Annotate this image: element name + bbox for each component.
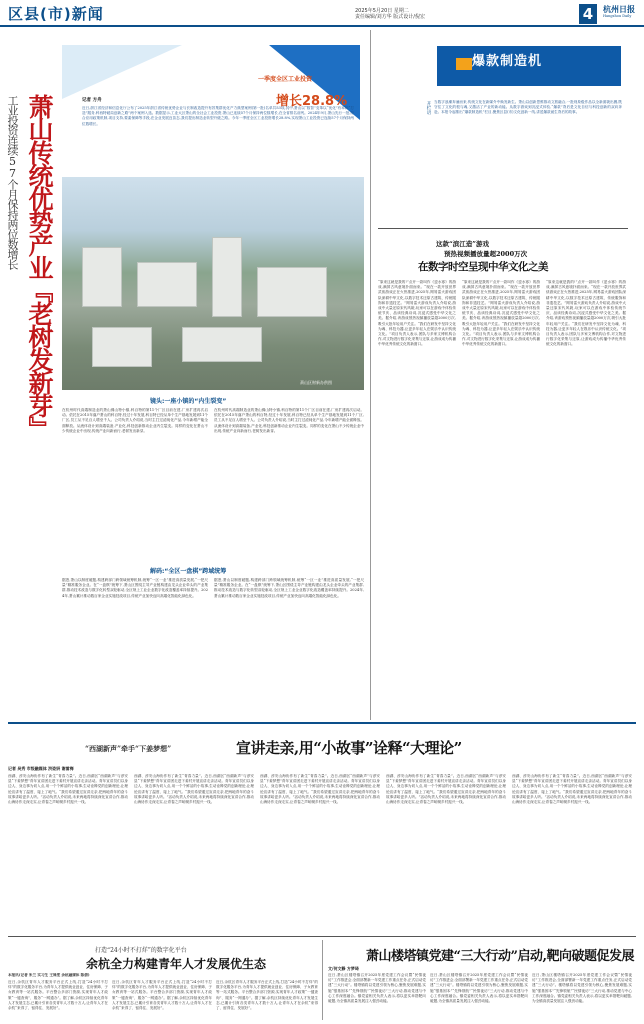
bl-kicker: 打造“24小时不打烊”的数字化平台 — [95, 947, 187, 954]
banner-accent — [456, 58, 472, 70]
rt-kicker-2: 预热视频播放量超2000万次 — [444, 250, 528, 258]
middle-byline: 记者 吴秀 市级融媒体 洪姿妍 谢雷梅 — [8, 766, 74, 771]
rt-headline: 在数字时空呈现中华文化之美 — [418, 261, 548, 273]
lead-author: 记者 方舟 — [82, 98, 102, 103]
section-title: 区县(市)新闻 — [8, 5, 104, 23]
middle-body-col1: 西湖、淳安山海协作有了新生“青春力量”。近日,西湖区“西湖新声”与淳安县“下姜梦想”青年宣讲团走进下姜村开展宣讲走亲活动。青年宣讲员们以身边人、身边事为切入点,用一个个鲜活的小故事,生动诠释党的创新理论,让理论宣讲有了温度、接上了地气。“我们希望通过宣讲走亲,把两地青年的奋斗故事讲给更多人听。”活动负责人介绍说,未来两地将持续深化宣讲合作,推动山海协作走深走实,让青春之声响彻乡村振兴一线。 — [8, 774, 128, 805]
lead-photo — [62, 177, 364, 390]
bl-byline: 本报讯(记者 朱兰 实习生 王姝雯 余杭融媒体 陈倩) — [8, 973, 90, 977]
bl-body-col3: 近日,余杭区青年人才服务平台正式上线,打造“24小时不打烊”的数字化服务平台,为青年人才提供就业创业、住房保障、子女教育等一站式服务。平台整合多部门资源,实现青年人才政策“一键查询”、服务“一网通办”。据了解,余杭区持续优化青年人才发展生态,已累计引育各类青年人才数十万人,让青年人才在余杭“来得了、留得住、发展好”。 — [216, 980, 318, 1011]
editor-text: 责任编辑/刘方华 版式设计/倪宏 — [355, 14, 425, 20]
lead-headline: 萧山传统优势产业『老树发新芽』 — [25, 94, 54, 439]
divider — [8, 722, 636, 724]
section1-text-col1: 在杭州时代高端制造业的萧山佛山特小镇,科百特的第11个厂区目前在建,厂房扩建再次启动。依托在2015年落户萧山的科百特,经过十年发展,科百特已经从单个生产基地发展到11个厂区,员工从不足百人增至千人。公司负责人介绍说,当时主打过滤纯化产品,今年新增产能全面释放。从流体设计到高端装备,产业化,科技创新推动企业内生裂变。同样的变化在萧山不少传统企业中出现,传统产业向新而行,老树发出新芽。 — [62, 408, 208, 433]
br-body-col1: 近日,萧山区楼塔镇召开2025年度党建工作会议暨“民情夜访”工作推进会,全面部署新一年党建工作重点任务,正式启动党建“三大行动”。楼塔镇将以党建引领为核心,聚焦发展难题,实施“强基固本”“先锋领航”“民情夜访”三大行动,推动党建与中心工作深度融合。镇党委相关负责人表示,将以更实举措靶向破题,为全镇高质量发展注入强劲动能。 — [328, 973, 426, 1004]
lead-kicker: 工业投资连续57个月保持两位数增长 — [6, 95, 19, 269]
column-divider — [322, 940, 323, 1020]
building — [82, 247, 122, 307]
photo-caption: 萧山区财新办供图 — [300, 380, 332, 385]
br-headline: 萧山楼塔镇党建“三大行动”启动,靶向破题促发展 — [366, 949, 634, 964]
divider — [8, 936, 636, 937]
bl-headline: 余杭全力构建青年人才发展优生态 — [86, 957, 267, 971]
middle-body-col3: 西湖、淳安山海协作有了新生“青春力量”。近日,西湖区“西湖新声”与淳安县“下姜梦想”青年宣讲团走进下姜村开展宣讲走亲活动。青年宣讲员们以身边人、身边事为切入点,用一个个鲜活的小故事,生动诠释党的创新理论,让理论宣讲有了温度、接上了地气。“我们希望通过宣讲走亲,把两地青年的奋斗故事讲给更多人听。”活动负责人介绍说,未来两地将持续深化宣讲合作,推动山海协作走深走实,让青春之声响彻乡村振兴一线。 — [260, 774, 380, 805]
date-line — [355, 8, 575, 20]
section2-text-col2: 据悉,萧山以制度破题,构建跨部门跨领域统筹机制,统筹“一区一业”推进高质量发展,“一把尺量”精准服务企业。在“一盘棋”统筹下,萧山区围绕主导产业链构建由龙头企业牵头的产业集群,推动技术改造与数字化转型双轮驱动,全区规上工业企业数字化改造覆盖率持续提升。2024年,萧山累计推动数百家企业实施技改项目,传统产业加快迈向高端化智能化绿色化。 — [214, 578, 364, 598]
banner-intro: 当数字浪潮奔涌而来,传统文化在新媒介中焕发新生。萧山以创新思维推动文旅融合,一批现象级作品以全新面貌出圈,既守住了文化的根与魂,又激活了产业的新动能。从数字游戏到沉浸式体验,“爆款”背后是文化自信与科技创新的双向奔赴。本报今起推出“爆款制造机”栏目,聚焦区县(市)文化创新一线,讲述爆款诞生背后的故事。 — [434, 100, 622, 115]
building — [182, 327, 262, 362]
rt-kicker-1: 这款“滨江造”游戏 — [436, 240, 489, 248]
bl-body-col1: 近日,余杭区青年人才服务平台正式上线,打造“24小时不打烊”的数字化服务平台,为青年人才提供就业创业、住房保障、子女教育等一站式服务。平台整合多部门资源,实现青年人才政策“一键查询”、服务“一网通办”。据了解,余杭区持续优化青年人才发展生态,已累计引育各类青年人才数十万人,让青年人才在余杭“来得了、留得住、发展好”。 — [8, 980, 108, 1011]
paper-name — [603, 5, 643, 18]
date-text: 2025年5月20日 星期二 — [355, 8, 409, 14]
decor-light-triangle — [62, 45, 262, 105]
opinion-label: 开栏语 — [426, 101, 431, 115]
paper-name-en: Hangzhou Daily — [603, 14, 632, 18]
section2-title: 解码:“全区一盘棋”跨域统筹 — [150, 568, 227, 575]
rt-body-col1: “原来这就是我的!”点开一款叫作《逆水寒》的游戏,满屏古风意境扑面而来。“现在一款开放世界武侠游戏正在火热推进,2025年,网易雷火游戏团队深耕中华文化,以数字技术还原古建筑、传统服饰和非遗技艺。”网易雷火游戏负责人介绍说,游戏中大量还原宋代风貌,玩家可以在游戏中体验传统节庆、品读经典诗词,沉浸式感受中华文化之美。据介绍,该游戏预热视频播放量超2000万次,吸引大批年轻用户关注。“我们在研发中坚持文化为魂、科技为器,让更多年轻人在娱乐中认识传统文化。”项目负责人表示,团队与多家文博机构合作,对文物进行数字化采集与还原,让游戏成为传播中华优秀传统文化的新窗口。 — [378, 280, 456, 347]
building — [92, 327, 152, 367]
column-divider — [370, 30, 371, 720]
growth-percent: 增长28.8% — [276, 94, 348, 109]
rt-body-col2: “原来这就是我的!”点开一款叫作《逆水寒》的游戏,满屏古风意境扑面而来。“现在一款开放世界武侠游戏正在火热推进,2025年,网易雷火游戏团队深耕中华文化,以数字技术还原古建筑、传统服饰和非遗技艺。”网易雷火游戏负责人介绍说,游戏中大量还原宋代风貌,玩家可以在游戏中体验传统节庆、品读经典诗词,沉浸式感受中华文化之美。据介绍,该游戏预热视频播放量超2000万次,吸引大批年轻用户关注。“我们在研发中坚持文化为魂、科技为器,让更多年轻人在娱乐中认识传统文化。”项目负责人表示,团队与多家文博机构合作,对文物进行数字化采集与还原,让游戏成为传播中华优秀传统文化的新窗口。 — [462, 280, 540, 347]
bl-body-col2: 近日,余杭区青年人才服务平台正式上线,打造“24小时不打烊”的数字化服务平台,为青年人才提供就业创业、住房保障、子女教育等一站式服务。平台整合多部门资源,实现青年人才政策“一键查询”、服务“一网通办”。据了解,余杭区持续优化青年人才发展生态,已累计引育各类青年人才数十万人,让青年人才在余杭“来得了、留得住、发展好”。 — [112, 980, 212, 1011]
br-byline: 文/何文静 方梦琦 — [328, 966, 359, 971]
middle-body-col2: 西湖、淳安山海协作有了新生“青春力量”。近日,西湖区“西湖新声”与淳安县“下姜梦想”青年宣讲团走进下姜村开展宣讲走亲活动。青年宣讲员们以身边人、身边事为切入点,用一个个鲜活的小故事,生动诠释党的创新理论,让理论宣讲有了温度、接上了地气。“我们希望通过宣讲走亲,把两地青年的奋斗故事讲给更多人听。”活动负责人介绍说,未来两地将持续深化宣讲合作,推动山海协作走深走实,让青春之声响彻乡村振兴一线。 — [134, 774, 254, 805]
paper-name-cn: 杭州日报 — [603, 4, 635, 14]
section1-text-col2: 在杭州时代高端制造业的萧山佛山特小镇,科百特的第11个厂区目前在建,厂房扩建再次启动。依托在2015年落户萧山的科百特,经过十年发展,科百特已经从单个生产基地发展到11个厂区,员工从不足百人增至千人。公司负责人介绍说,当时主打过滤纯化产品,今年新增产能全面释放。从流体设计到高端装备,产业化,科技创新推动企业内生裂变。同样的变化在萧山不少传统企业中出现,传统产业向新而行,老树发出新芽。 — [214, 408, 364, 433]
section1-title: 镜头:一座小镇的“内生裂变” — [150, 398, 227, 405]
middle-body-col5: 西湖、淳安山海协作有了新生“青春力量”。近日,西湖区“西湖新声”与淳安县“下姜梦想”青年宣讲团走进下姜村开展宣讲走亲活动。青年宣讲员们以身边人、身边事为切入点,用一个个鲜活的小故事,生动诠释党的创新理论,让理论宣讲有了温度、接上了地气。“我们希望通过宣讲走亲,把两地青年的奋斗故事讲给更多人听。”活动负责人介绍说,未来两地将持续深化宣讲合作,推动山海协作走深走实,让青春之声响彻乡村振兴一线。 — [512, 774, 632, 805]
br-body-col3: 近日,萧山区楼塔镇召开2025年度党建工作会议暨“民情夜访”工作推进会,全面部署新一年党建工作重点任务,正式启动党建“三大行动”。楼塔镇将以党建引领为核心,聚焦发展难题,实施“强基固本”“先锋领航”“民情夜访”三大行动,推动党建与中心工作深度融合。镇党委相关负责人表示,将以更实举措靶向破题,为全镇高质量发展注入强劲动能。 — [532, 973, 632, 1004]
building — [137, 262, 197, 307]
building — [257, 267, 327, 317]
section2-text-col1: 据悉,萧山以制度破题,构建跨部门跨领域统筹机制,统筹“一区一业”推进高质量发展,“一把尺量”精准服务企业。在“一盘棋”统筹下,萧山区围绕主导产业链构建由龙头企业牵头的产业集群,推动技术改造与数字化转型双轮驱动,全区规上工业企业数字化改造覆盖率持续提升。2024年,萧山累计推动数百家企业实施技改项目,传统产业加快迈向高端化智能化绿色化。 — [62, 578, 208, 598]
page-number: 4 — [579, 4, 597, 24]
middle-kicker: “西湖新声”牵手“下姜梦想” — [85, 744, 172, 753]
middle-headline: 宣讲走亲,用“小故事”诠释“大理论” — [236, 739, 462, 757]
middle-body-col4: 西湖、淳安山海协作有了新生“青春力量”。近日,西湖区“西湖新声”与淳安县“下姜梦想”青年宣讲团走进下姜村开展宣讲走亲活动。青年宣讲员们以身边人、身边事为切入点,用一个个鲜活的小故事,生动诠释党的创新理论,让理论宣讲有了温度、接上了地气。“我们希望通过宣讲走亲,把两地青年的奋斗故事讲给更多人听。”活动负责人介绍说,未来两地将持续深化宣讲合作,推动山海协作走深走实,让青春之声响彻乡村振兴一线。 — [386, 774, 506, 805]
building — [212, 237, 242, 317]
growth-label: 一季度全区工业投资 — [258, 76, 313, 83]
lead-intro: 近日,浙江省经济和信息化厅公布了2025年浙江省传统优势企业与长制改造提升有效集群优化产力典型案例(第一批)名单共53项,其中,萧山以“数智”变革以“优化”有率和“打造”服务,科西特破局创新之路”两个案例入选。数据显示,工业大区萧山的全社会工业投资,萧山已连续57个月保持两位数增长,在全省排名前列。2024年9月,萧山先行一批,综合应用政策机制,项目支持,要素保障等手段,在企业发展良苗态,我们提出制造业转型升级之路。今年一季度全区工业投资增长28.8%,实现萧山工业投资已连续57个月保持两位数增长。 — [82, 106, 354, 126]
divider — [378, 228, 628, 229]
br-body-col2: 近日,萧山区楼塔镇召开2025年度党建工作会议暨“民情夜访”工作推进会,全面部署新一年党建工作重点任务,正式启动党建“三大行动”。楼塔镇将以党建引领为核心,聚焦发展难题,实施“强基固本”“先锋领航”“民情夜访”三大行动,推动党建与中心工作深度融合。镇党委相关负责人表示,将以更实举措靶向破题,为全镇高质量发展注入强劲动能。 — [430, 973, 528, 1004]
banner-title: 爆款制造机 — [472, 54, 543, 69]
rt-body-col3: “原来这就是我的!”点开一款叫作《逆水寒》的游戏,满屏古风意境扑面而来。“现在一款开放世界武侠游戏正在火热推进,2025年,网易雷火游戏团队深耕中华文化,以数字技术还原古建筑、传统服饰和非遗技艺。”网易雷火游戏负责人介绍说,游戏中大量还原宋代风貌,玩家可以在游戏中体验传统节庆、品读经典诗词,沉浸式感受中华文化之美。据介绍,该游戏预热视频播放量超2000万次,吸引大批年轻用户关注。“我们在研发中坚持文化为魂、科技为器,让更多年轻人在娱乐中认识传统文化。”项目负责人表示,团队与多家文博机构合作,对文物进行数字化采集与还原,让游戏成为传播中华优秀传统文化的新窗口。 — [546, 280, 626, 347]
